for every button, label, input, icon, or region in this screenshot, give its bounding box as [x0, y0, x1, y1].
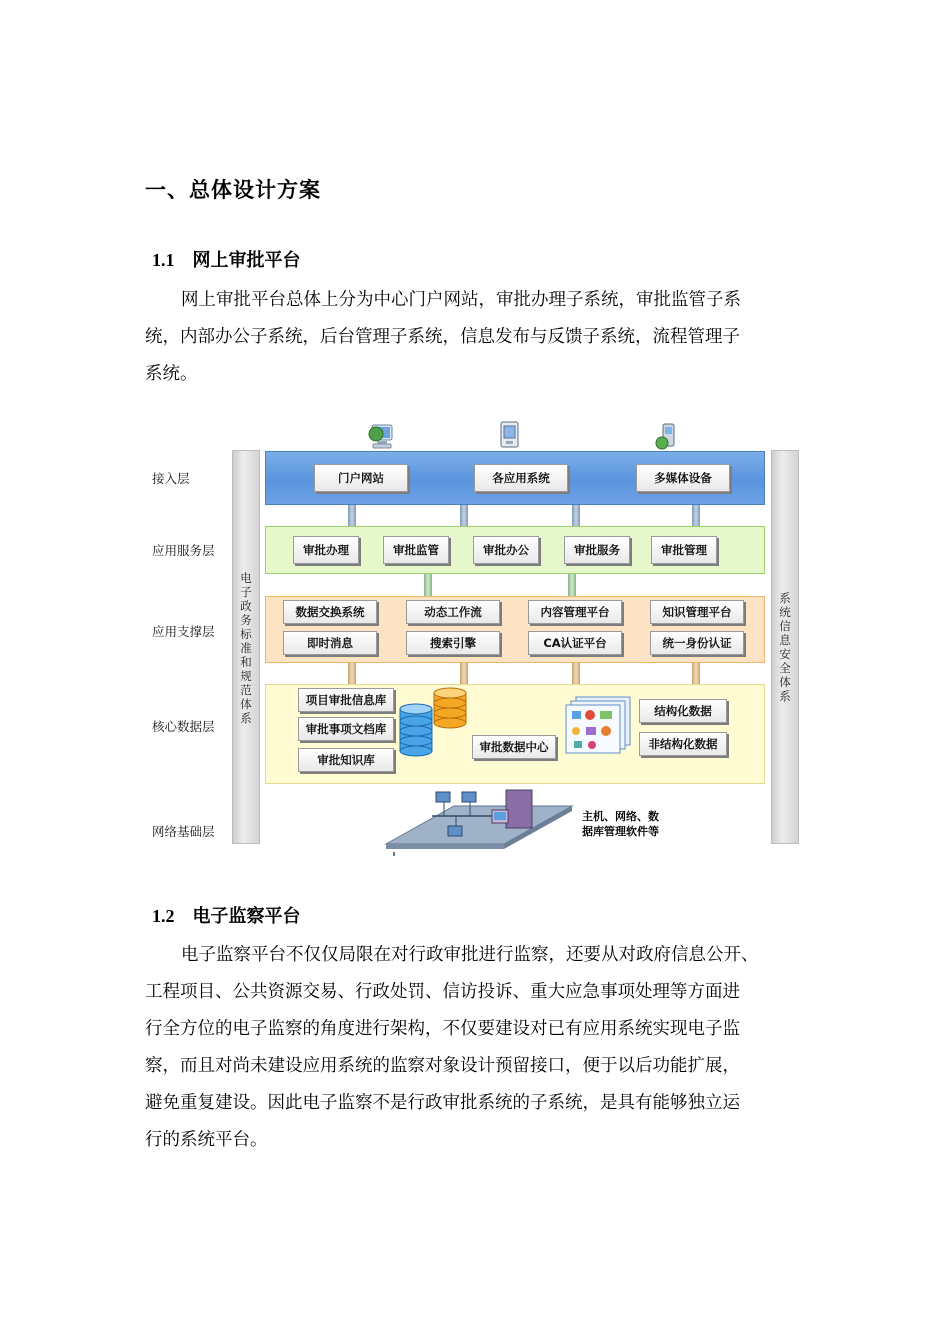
section-heading-1-2 [152, 902, 301, 928]
layer-label-access: 接入层 [152, 471, 190, 486]
layer-label-service: 应用服务层 [152, 543, 215, 558]
unstructured-data-box: 非结构化数据 [639, 732, 727, 756]
network-note-line: 据库管理软件等 [582, 825, 659, 838]
section-number: 1.2 [152, 906, 175, 926]
service-box: 审批办理 [293, 536, 359, 564]
core-database-box: 审批事项文档库 [298, 717, 394, 741]
structured-data-box: 结构化数据 [639, 699, 727, 723]
page-heading: 一、总体设计方案 [145, 178, 321, 202]
standards-bar-label: 电 子 政 务 标 准 和 规 范 体 系 [240, 571, 252, 725]
network-note-line: 主机、网络、数 [582, 810, 659, 823]
connector [692, 662, 700, 684]
core-database-box: 审批知识库 [298, 748, 394, 772]
network-note [582, 809, 659, 839]
support-layer-band [265, 596, 765, 663]
database-cylinders-icon [396, 687, 476, 763]
connector [572, 504, 580, 526]
core-data-layer-band [265, 684, 765, 784]
support-box: 内容管理平台 [528, 600, 622, 624]
connector [460, 662, 468, 684]
security-bar-label: 系 统 信 息 安 全 体 系 [779, 591, 791, 703]
service-box: 审批办公 [473, 536, 539, 564]
support-box: CA认证平台 [528, 631, 622, 655]
connector [692, 504, 700, 526]
connector [424, 573, 432, 596]
support-box: 知识管理平台 [650, 600, 744, 624]
portal-website-box: 门户网站 [314, 464, 408, 492]
support-box: 搜索引擎 [406, 631, 500, 655]
pda-icon [498, 420, 522, 454]
section-1-2-paragraph [145, 937, 810, 1159]
paragraph-line: 网上审批平台总体上分为中心门户网站，审批办理子系统，审批监管子系 [181, 290, 741, 310]
service-layer-band [265, 526, 765, 574]
paragraph-line: 工程项目、公共资源交易、行政处罚、信访投诉、重大应急事项处理等方面进 [145, 982, 740, 1002]
support-box: 统一身份认证 [650, 631, 744, 655]
connector [568, 573, 576, 596]
security-bar [771, 450, 799, 844]
connector [348, 662, 356, 684]
core-database-box: 项目审批信息库 [298, 688, 394, 712]
layer-label-network: 网络基础层 [152, 824, 215, 839]
paragraph-line: 统，内部办公子系统，后台管理子系统，信息发布与反馈子系统，流程管理子 [145, 327, 740, 347]
access-layer-band [265, 451, 765, 505]
service-box: 审批监管 [383, 536, 449, 564]
service-box: 审批服务 [564, 536, 630, 564]
paragraph-line: 避免重复建设。因此电子监察不是行政审批系统的子系统，是具有能够独立运 [145, 1093, 740, 1113]
section-number: 1.1 [152, 250, 175, 270]
layer-label-core: 核心数据层 [152, 719, 215, 734]
support-box: 即时消息 [283, 631, 377, 655]
paragraph-line: 察，而且对尚未建设应用系统的监察对象设计预留接口，便于以后功能扩展， [145, 1056, 740, 1076]
paragraph-line: 行全方位的电子监察的角度进行架构，不仅要建设对已有应用系统实现电子监 [145, 1019, 740, 1039]
support-box: 数据交换系统 [283, 600, 377, 624]
connector [460, 504, 468, 526]
support-box: 动态工作流 [406, 600, 500, 624]
layer-label-support: 应用支撑层 [152, 624, 215, 639]
section-title: 网上审批平台 [192, 250, 301, 271]
architecture-diagram [140, 420, 810, 860]
paragraph-line: 电子监察平台不仅仅局限在对行政审批进行监察，还要从对政府信息公开、 [181, 945, 759, 965]
app-systems-box: 各应用系统 [474, 464, 568, 492]
connector [572, 662, 580, 684]
data-center-box: 审批数据中心 [472, 735, 556, 759]
connector [348, 504, 356, 526]
paragraph-line: 行的系统平台。 [145, 1130, 268, 1150]
section-heading-1-1 [152, 246, 301, 272]
documents-icon [564, 695, 634, 759]
service-box: 审批管理 [651, 536, 717, 564]
network-infrastructure-icon [384, 786, 574, 860]
standards-bar [232, 450, 260, 844]
paragraph-line: 系统。 [145, 364, 198, 384]
section-1-1-paragraph [145, 282, 810, 393]
section-title: 电子监察平台 [192, 906, 301, 927]
multimedia-devices-box: 多媒体设备 [636, 464, 730, 492]
